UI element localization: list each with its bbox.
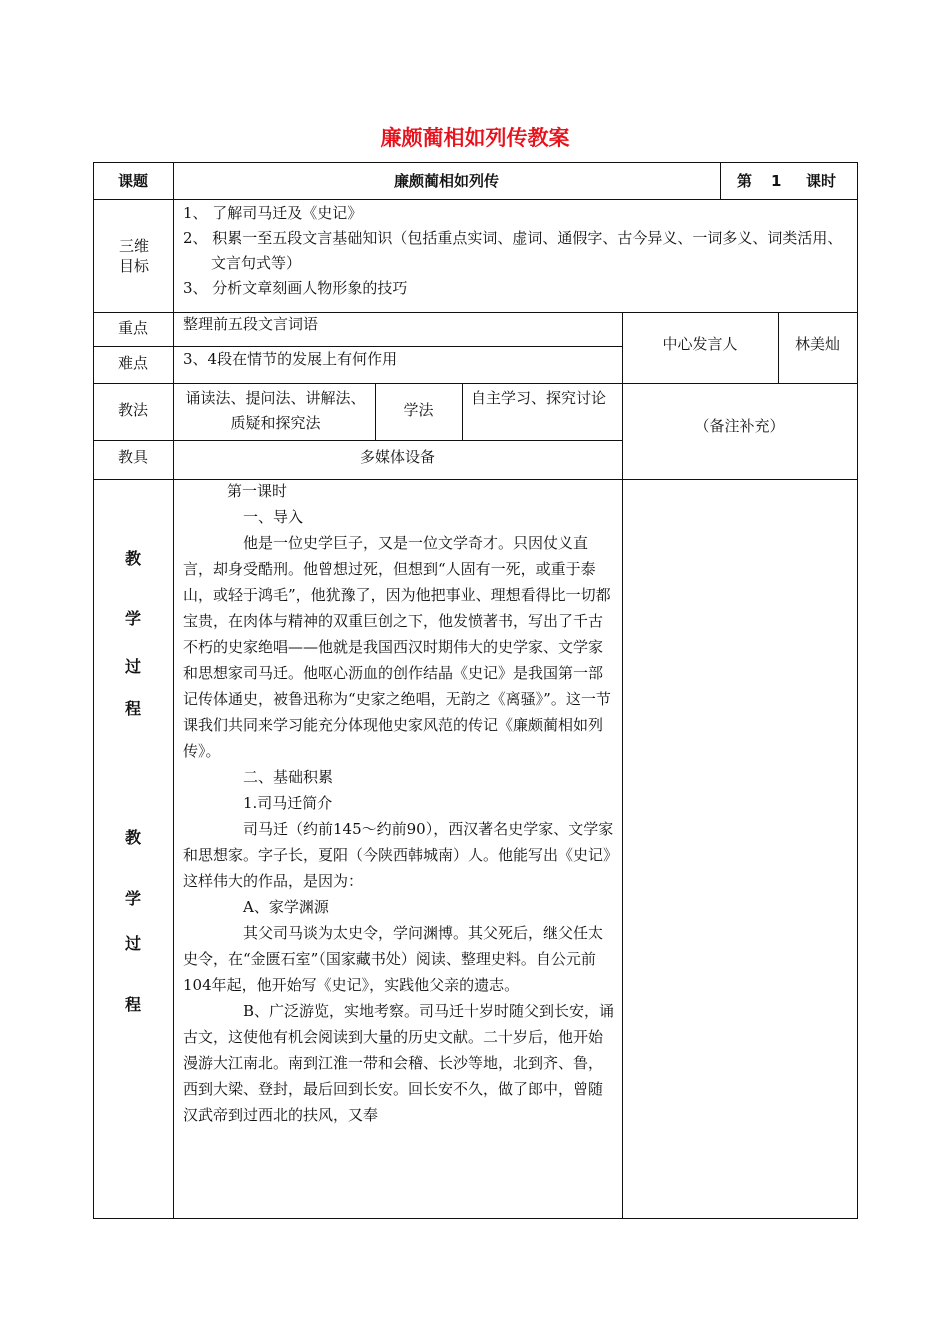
process-label-char: 程 <box>124 699 141 718</box>
intro-paragraph: 他是一位史学巨子，又是一位文学奇才。只因仗义直言，却身受酷刑。他曾想过死，但想到“人固有一死，或重于泰山，或轻于鸿毛”，他犹豫了，因为他把事业、理想看得比一切都宝贵，在肉体与精神的双重巨创之下，他发愤著书，写出了千古不朽的史家绝唱——他就是我国西汉时期伟大的史学家、文学家和思想家司马迁。他呕心沥血的创作结晶《史记》是我国第一部记传体通史，被鲁迅称为“史家之绝唱，无韵之《离骚》”。这一节课我们共同来学习能充分体现他史家风范的传记《廉颇蔺相如列传》。 <box>183 534 611 760</box>
goal-item: 1、 了解司马迁及《史记》 <box>183 204 363 222</box>
key-point-value: 整理前五段文言词语 <box>183 315 319 333</box>
goal-item: 2、 积累一至五段文言基础知识（包括重点实词、虚词、通假字、古今异义、一词多义、词类活用、文言句式等） <box>183 229 843 272</box>
topic-value: 廉颇蔺相如列传 <box>393 172 499 190</box>
study-label: 学法 <box>403 401 434 419</box>
subsection-heading: 1.司马迁简介 <box>243 794 333 812</box>
section-heading: 一、导入 <box>243 508 304 526</box>
goals-label: 三维目标 <box>118 237 149 275</box>
key-point-label: 重点 <box>117 319 148 337</box>
difficulty-label: 难点 <box>117 354 148 372</box>
point-paragraph: B、广泛游览，实地考察。司马迁十岁时随父到长安，诵古文，这使他有机会阅读到大量的历史文献。二十岁后，他开始漫游大江南北。南到江淮一带和会稽、长沙等地，北到齐、鲁，西到大梁、登封，最后回到长安。回长安不久，做了郎中，曾随汉武帝到过西北的扶风，又奉 <box>183 1002 615 1124</box>
period-prefix: 第 <box>737 172 753 190</box>
goal-item: 3、 分析文章刻画人物形象的技巧 <box>183 279 408 297</box>
period-number: 1 <box>771 172 782 190</box>
difficulty-value: 3、4段在情节的发展上有何作用 <box>183 350 398 368</box>
remark: （备注补充） <box>694 417 785 435</box>
period-suffix: 课时 <box>806 172 837 190</box>
table-border <box>857 162 858 1219</box>
tools-value: 多媒体设备 <box>359 448 435 466</box>
section-heading: 二、基础积累 <box>243 768 334 786</box>
lesson-content <box>183 478 615 1218</box>
table-border <box>93 199 858 200</box>
table-border <box>93 312 858 313</box>
point-paragraph: 其父司马谈为太史令，学问渊博。其父死后，继父任太史令，在“金匮石室”（国家藏书处）阅读、整理史料。自公元前104年起，他开始写《史记》，实践他父亲的遗志。 <box>183 924 604 994</box>
process-label-char: 教 <box>124 828 141 847</box>
speaker-name: 林美灿 <box>794 335 840 353</box>
topic-label: 课题 <box>117 172 148 190</box>
table-border <box>720 162 721 200</box>
table-border <box>622 312 623 1219</box>
method-value: 诵读法、提问法、讲解法、质疑和探究法 <box>185 389 366 432</box>
table-border <box>173 162 174 1219</box>
point-heading: A、家学渊源 <box>243 898 329 916</box>
document-title: 廉颇蔺相如列传教案 <box>380 126 570 150</box>
table-border <box>93 162 858 163</box>
process-label-char: 过 <box>124 934 141 953</box>
process-label-char: 过 <box>124 657 141 676</box>
speaker-label: 中心发言人 <box>662 335 738 353</box>
tools-label: 教具 <box>117 448 148 466</box>
bio-paragraph: 司马迁（约前145～约前90），西汉著名史学家、文学家和思想家。字子长，夏阳（今陕西韩城南）人。他能写出《史记》这样伟大的作品，是因为： <box>183 820 614 890</box>
table-border <box>93 1218 858 1219</box>
process-label-char: 程 <box>124 995 141 1014</box>
process-label-char: 学 <box>124 889 141 908</box>
table-border <box>93 383 858 384</box>
lesson-heading: 第一课时 <box>227 482 288 500</box>
process-label-char: 学 <box>124 609 141 628</box>
process-label-char: 教 <box>124 549 141 568</box>
study-value: 自主学习、探究讨论 <box>471 389 607 407</box>
method-label: 教法 <box>117 401 148 419</box>
goals-list <box>183 201 848 301</box>
table-border <box>462 383 463 441</box>
